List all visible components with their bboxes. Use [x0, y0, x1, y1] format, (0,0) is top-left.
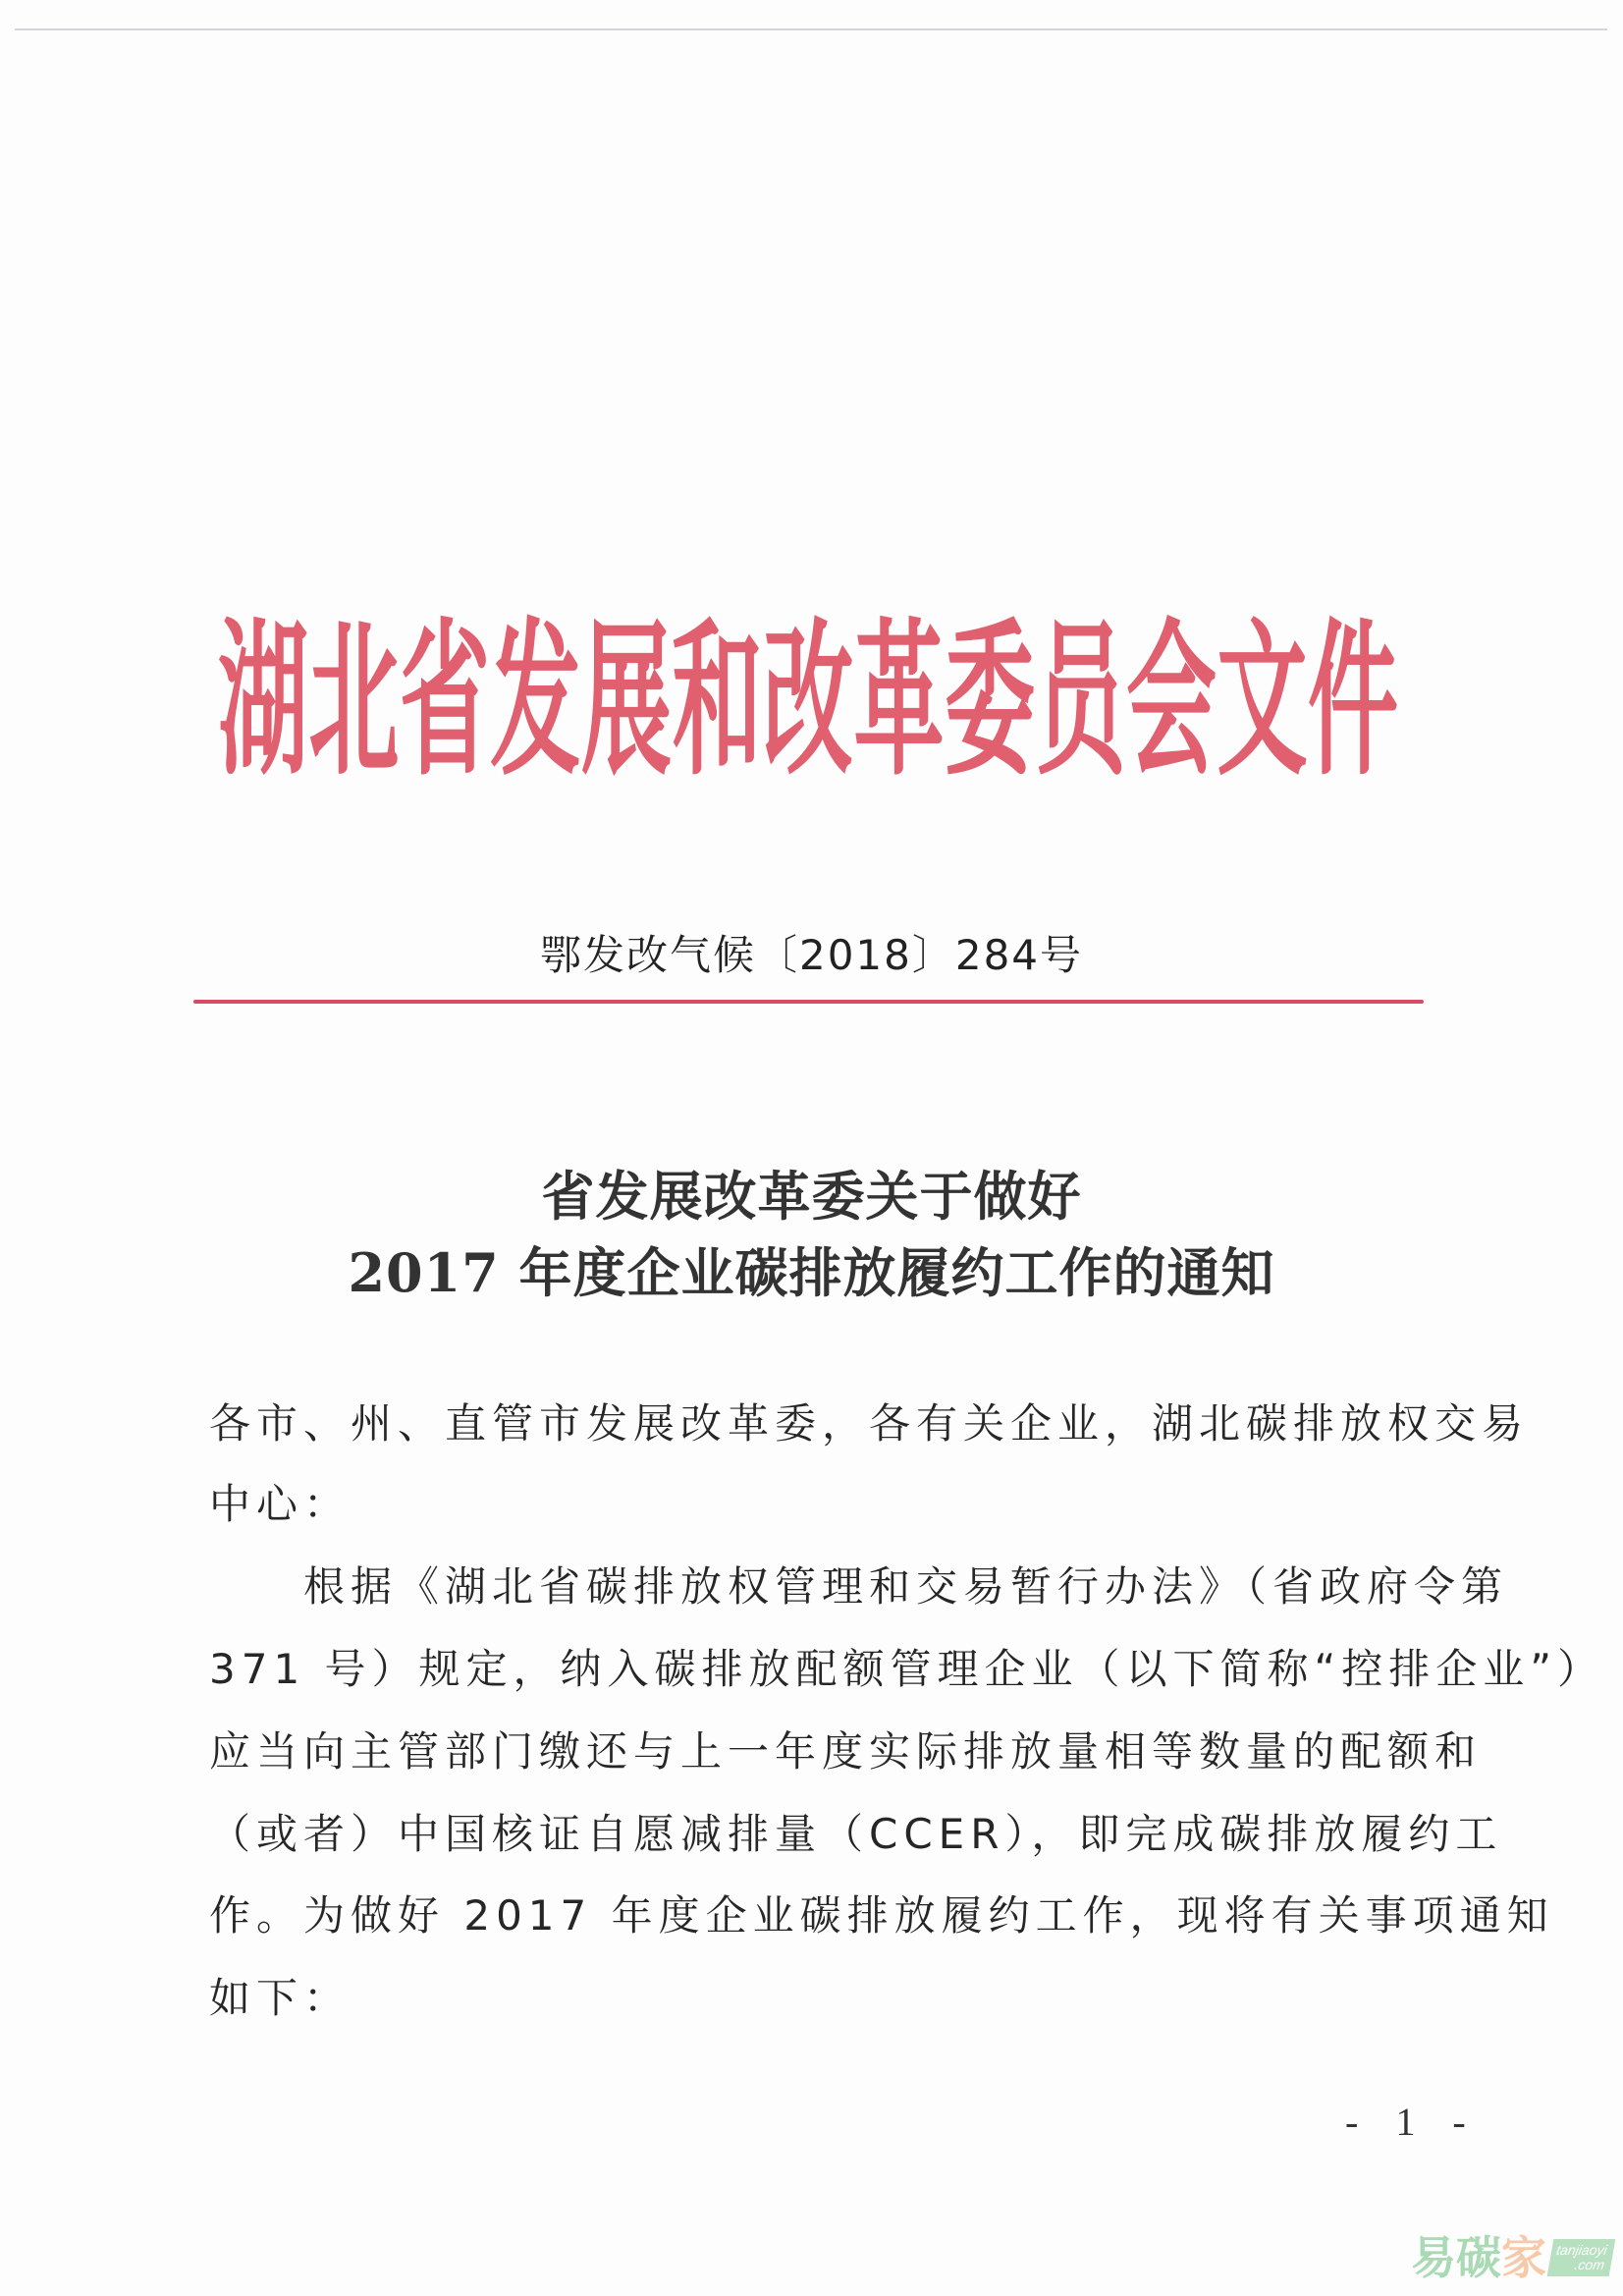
- body-line: （或者）中国核证自愿减排量（CCER），即完成碳排放履约工: [209, 1810, 1503, 1858]
- body-line: 作。为做好 2017 年度企业碳排放履约工作，现将有关事项通知: [209, 1891, 1554, 1940]
- page-edge-line: [15, 28, 1607, 30]
- header-char: 展: [581, 604, 673, 799]
- red-divider-line: [193, 1000, 1424, 1004]
- header-char: 会: [1126, 604, 1217, 799]
- header-char: 改: [763, 604, 854, 799]
- header-char: 委: [945, 604, 1036, 799]
- site-watermark-logo: [1411, 2227, 1617, 2288]
- header-char: 件: [1308, 604, 1399, 799]
- document-title-line-2: 2017 年度企业碳排放履约工作的通知: [348, 1241, 1275, 1304]
- document-title-line-1: 省发展改革委关于做好: [541, 1165, 1082, 1228]
- issuing-authority-header: [218, 604, 1399, 799]
- watermark-text-green: 易碳: [1411, 2231, 1501, 2284]
- header-char: 文: [1217, 604, 1308, 799]
- body-line: 371 号）规定，纳入碳排放配额管理企业（以下简称“控排企业”）: [209, 1645, 1605, 1693]
- header-char: 北: [308, 604, 400, 799]
- body-line: 根据《湖北省碳排放权管理和交易暂行办法》（省政府令第: [209, 1562, 1509, 1611]
- body-line-addressees: 各市、州、直管市发展改革委，各有关企业，湖北碳排放权交易: [209, 1399, 1530, 1448]
- watermark-text-orange: 家: [1501, 2231, 1546, 2284]
- body-line: 中心：: [209, 1480, 352, 1528]
- page-number: - 1 -: [1345, 2100, 1480, 2144]
- header-char: 发: [490, 604, 581, 799]
- header-char: 员: [1035, 604, 1126, 799]
- watermark-domain-badge: [1547, 2239, 1616, 2276]
- header-char: 湖: [218, 604, 309, 799]
- watermark-domain-name: tanjiaoyi: [1555, 2242, 1609, 2258]
- body-line: 如下：: [209, 1974, 352, 2022]
- header-char: 革: [853, 604, 945, 799]
- watermark-domain-tld: .com: [1573, 2257, 1606, 2272]
- header-char: 省: [400, 604, 491, 799]
- body-line: 应当向主管部门缴还与上一年度实际排放量相等数量的配额和: [209, 1727, 1483, 1776]
- header-char: 和: [672, 604, 763, 799]
- document-number: 鄂发改气候〔2018〕284号: [539, 931, 1084, 979]
